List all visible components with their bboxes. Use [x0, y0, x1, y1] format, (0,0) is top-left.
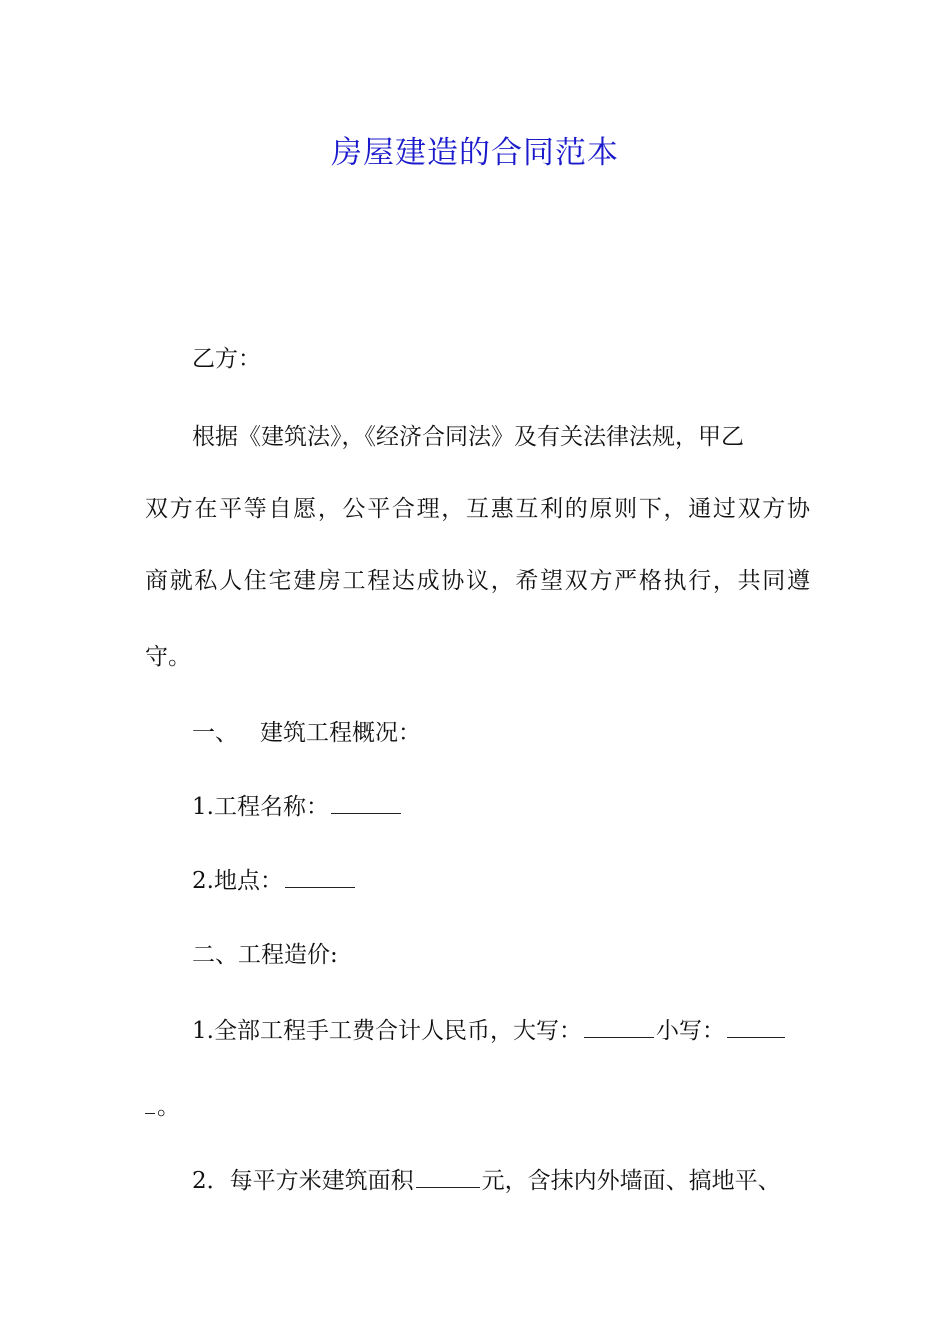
party-b-label: 乙方：: [192, 346, 261, 372]
labor-cost-uppercase-blank[interactable]: [584, 1015, 654, 1038]
intro-line-2: [145, 492, 810, 526]
unit-price-rest: 元，含抹内外墙面、搞地平、: [481, 1168, 781, 1194]
section-1-heading-text: 建筑工程概况：: [260, 720, 421, 746]
labor-cost-end: 。: [157, 1094, 180, 1120]
intro-line-1-text: 根据《建筑法》，《经济合同法》及有关法律法规，甲乙: [192, 424, 744, 450]
section-2-heading: 二、工程造价:: [192, 942, 338, 968]
intro-line-3-text: 商就私人住宅建房工程达成协议，希望双方严格执行，共同遵: [145, 568, 810, 594]
intro-line-3: [145, 564, 810, 598]
project-name-label: 1.工程名称：: [192, 794, 329, 820]
section-1-heading: [192, 716, 857, 750]
location-row: [192, 864, 857, 898]
unit-price-row: [192, 1164, 857, 1198]
unit-price-label: 2．每平方米建筑面积: [192, 1168, 414, 1194]
unit-price-blank[interactable]: [416, 1165, 480, 1188]
section-1-number: 一、: [192, 720, 238, 746]
labor-cost-lowercase-blank-end[interactable]: [145, 1091, 155, 1114]
location-blank[interactable]: [285, 865, 355, 888]
location-label: 2.地点：: [192, 868, 283, 894]
labor-cost-lowercase-blank[interactable]: [727, 1015, 785, 1038]
intro-line-2-text: 双方在平等自愿，公平合理，互惠互利的原则下，通过双方协: [145, 496, 810, 522]
document-title: 房屋建造的合同范本: [331, 135, 619, 171]
labor-cost-label: 1.全部工程手工费合计人民币，大写：: [192, 1018, 582, 1044]
labor-cost-row-continued: [145, 1090, 810, 1124]
project-name-row: [192, 790, 857, 824]
labor-cost-row: [192, 1014, 857, 1048]
labor-cost-small-label: 小写：: [655, 1018, 725, 1044]
intro-line-4: 守。: [145, 644, 191, 670]
intro-line-1: [192, 420, 810, 454]
project-name-blank[interactable]: [331, 791, 401, 814]
